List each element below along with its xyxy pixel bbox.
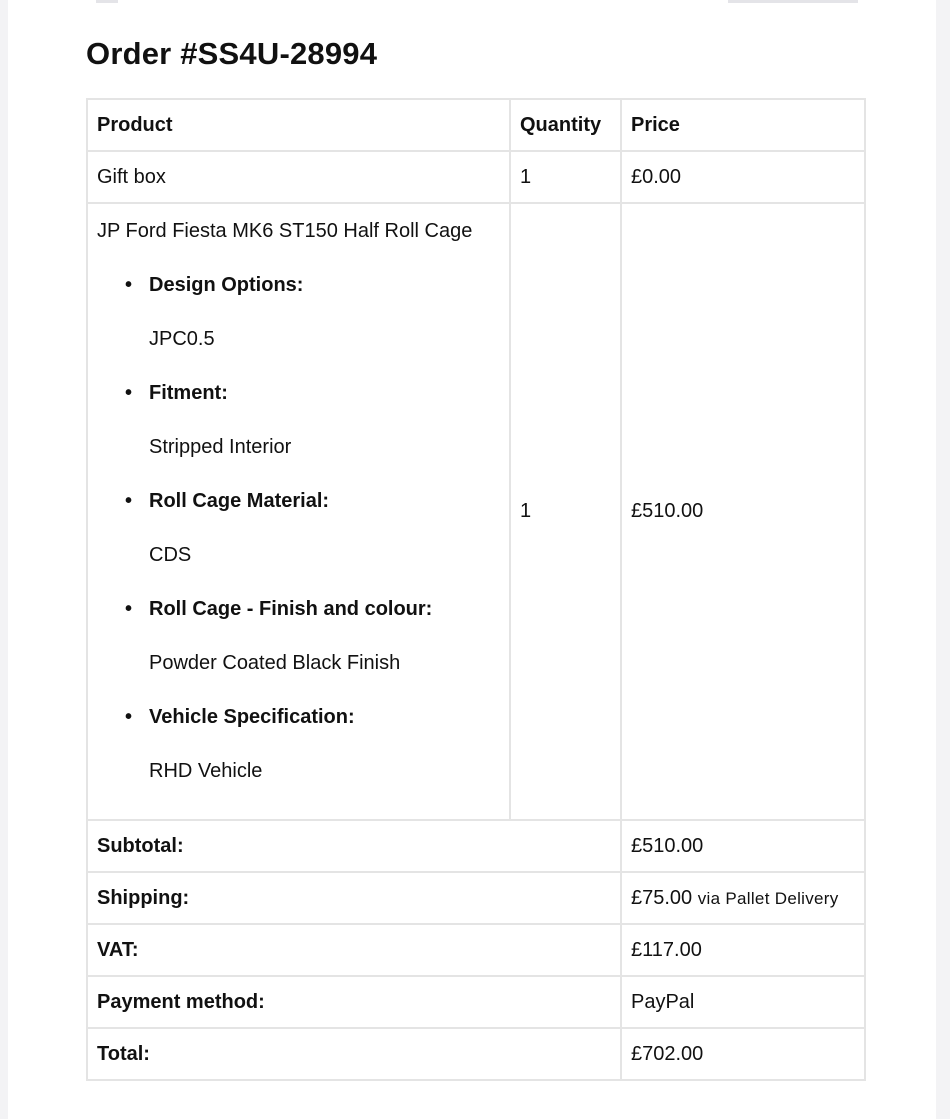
header-quantity: Quantity [510, 99, 621, 151]
totals-label: VAT: [87, 924, 621, 976]
meta-value: JPC0.5 [149, 328, 215, 350]
item-cell [87, 203, 510, 820]
table-header-row [87, 99, 865, 151]
order-table [86, 98, 866, 1081]
meta-key: • Vehicle Specification: [149, 703, 500, 731]
meta-value: CDS [149, 544, 192, 566]
totals-label: Total: [87, 1028, 621, 1080]
totals-value: £510.00 [621, 820, 865, 872]
item-price: £0.00 [621, 151, 865, 203]
table-row [87, 151, 865, 203]
meta-item [149, 703, 500, 785]
item-name: JP Ford Fiesta MK6 ST150 Half Roll Cage [97, 220, 473, 242]
totals-value: £75.00 [631, 886, 693, 909]
totals-value-cell [621, 872, 865, 924]
header-price: Price [621, 99, 865, 151]
meta-item [149, 487, 500, 569]
order-title: Order #SS4U-28994 [86, 36, 378, 71]
meta-item [149, 379, 500, 461]
totals-value: PayPal [621, 976, 865, 1028]
top-divider [728, 0, 858, 3]
top-divider [96, 0, 118, 3]
table-row [87, 203, 865, 820]
item-quantity: 1 [510, 203, 621, 820]
meta-key: • Design Options: [149, 271, 500, 299]
totals-row-vat [87, 924, 865, 976]
totals-label: Shipping: [87, 872, 621, 924]
meta-item [149, 271, 500, 353]
totals-row-subtotal [87, 820, 865, 872]
totals-row-total [87, 1028, 865, 1080]
totals-label: Subtotal: [87, 820, 621, 872]
totals-row-payment-method [87, 976, 865, 1028]
totals-value: £702.00 [621, 1028, 865, 1080]
meta-key: • Roll Cage Material: [149, 487, 500, 515]
meta-key: • Roll Cage - Finish and colour: [149, 595, 500, 623]
item-meta-list [97, 271, 500, 785]
totals-row-shipping [87, 872, 865, 924]
item-name: Gift box [87, 151, 510, 203]
totals-label: Payment method: [87, 976, 621, 1028]
meta-value: Stripped Interior [149, 436, 292, 458]
shipping-method: via Pallet Delivery [697, 888, 839, 908]
meta-value: Powder Coated Black Finish [149, 652, 401, 674]
meta-key: • Fitment: [149, 379, 500, 407]
meta-item [149, 595, 500, 677]
header-product: Product [87, 99, 510, 151]
item-quantity: 1 [510, 151, 621, 203]
meta-value: RHD Vehicle [149, 760, 263, 782]
item-price: £510.00 [621, 203, 865, 820]
totals-value: £117.00 [621, 924, 865, 976]
